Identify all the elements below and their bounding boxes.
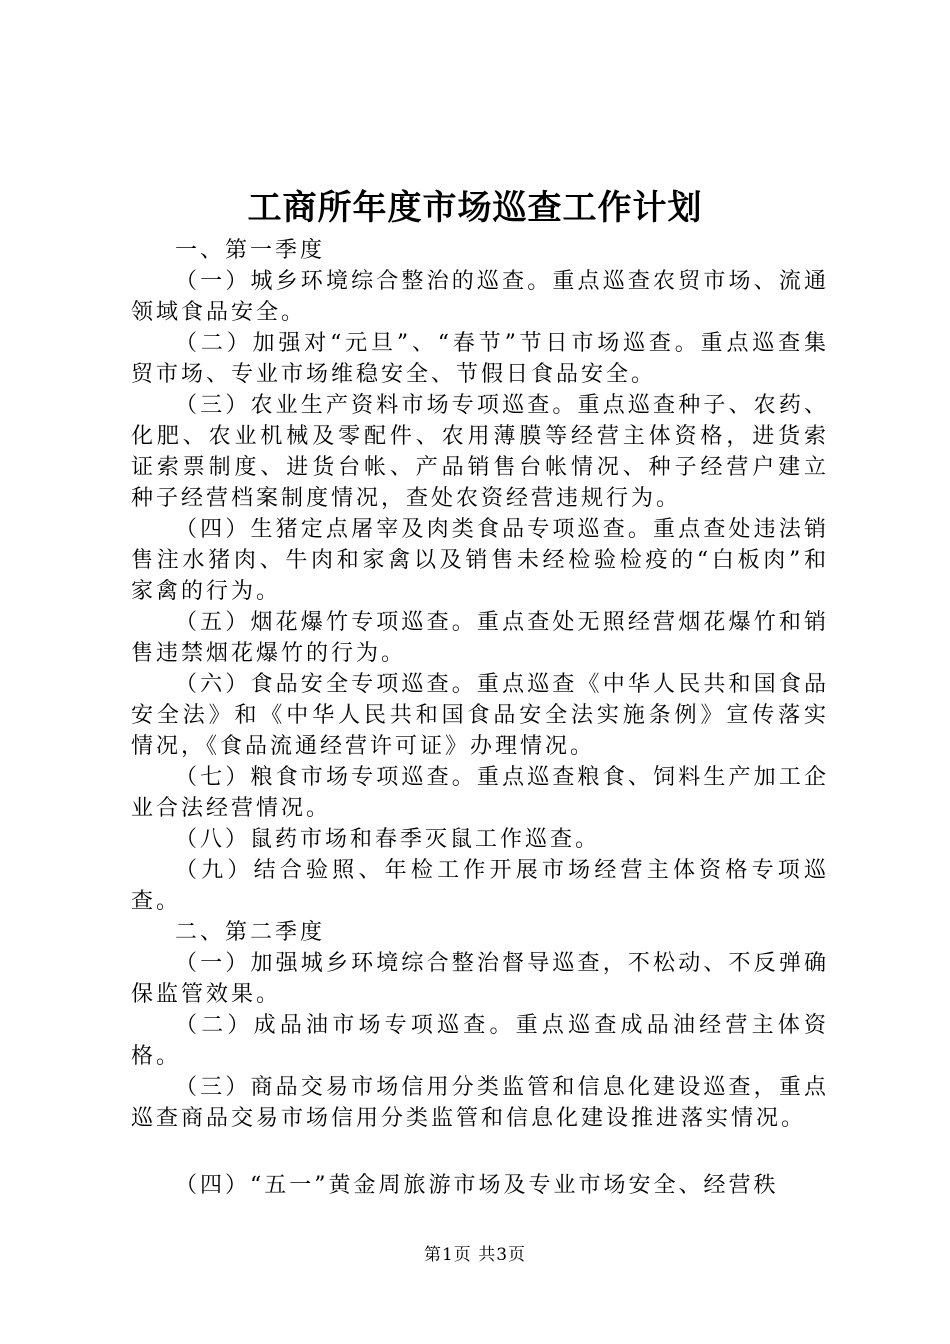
paragraph: （五）烟花爆竹专项巡查。重点查处无照经营烟花爆竹和销售违禁烟花爆竹的行为。: [131, 610, 829, 666]
paragraph: （二）成品油市场专项巡查。重点巡查成品油经营主体资格。: [131, 1013, 829, 1069]
document-body: [131, 235, 829, 1201]
paragraph: （一）城乡环境综合整治的巡查。重点巡查农贸市场、流通领域食品安全。: [131, 269, 829, 325]
paragraph: （四）“五一”黄金周旅游市场及专业市场安全、经营秩: [175, 1173, 779, 1198]
paragraph: （七）粮食市场专项巡查。重点巡查粮食、饲料生产加工企业合法经营情况。: [131, 765, 829, 821]
section-heading-q1: 一、第一季度: [175, 238, 326, 263]
paragraph: （六）食品安全专项巡查。重点巡查《中华人民共和国食品安全法》和《中华人民共和国食品安全法实施条例》宣传落实情况，《食品流通经营许可证》办理情况。: [131, 672, 829, 759]
paragraph: （三）农业生产资料市场专项巡查。重点巡查种子、农药、化肥、农业机械及零配件、农用薄膜等经营主体资格，进货索证索票制度、进货台帐、产品销售台帐情况、种子经营户建立种子经营档案制度情况，查处农资经营违规行为。: [131, 393, 829, 511]
paragraph: （一）加强城乡环境综合整治督导巡查，不松动、不反弹确保监管效果。: [131, 951, 829, 1007]
document-title: 工商所年度市场巡查工作计划: [247, 188, 703, 228]
section-heading-q2: 二、第二季度: [175, 920, 326, 945]
paragraph: （九）结合验照、年检工作开展市场经营主体资格专项巡查。: [131, 858, 829, 914]
paragraph: （八）鼠药市场和春季灭鼠工作巡查。: [175, 827, 601, 852]
paragraph: （二）加强对“元旦”、“春节”节日市场巡查。重点巡查集贸市场、专业市场维稳安全、节假日食品安全。: [131, 331, 829, 387]
page-footer: 第1页 共3页: [423, 1245, 527, 1265]
paragraph: （三）商品交易市场信用分类监管和信息化建设巡查，重点巡查商品交易市场信用分类监管和信息化建设推进落实情况。: [131, 1075, 829, 1131]
paragraph: （四）生猪定点屠宰及肉类食品专项巡查。重点查处违法销售注水猪肉、牛肉和家禽以及销售未经检验检疫的“白板肉”和家禽的行为。: [131, 517, 829, 604]
